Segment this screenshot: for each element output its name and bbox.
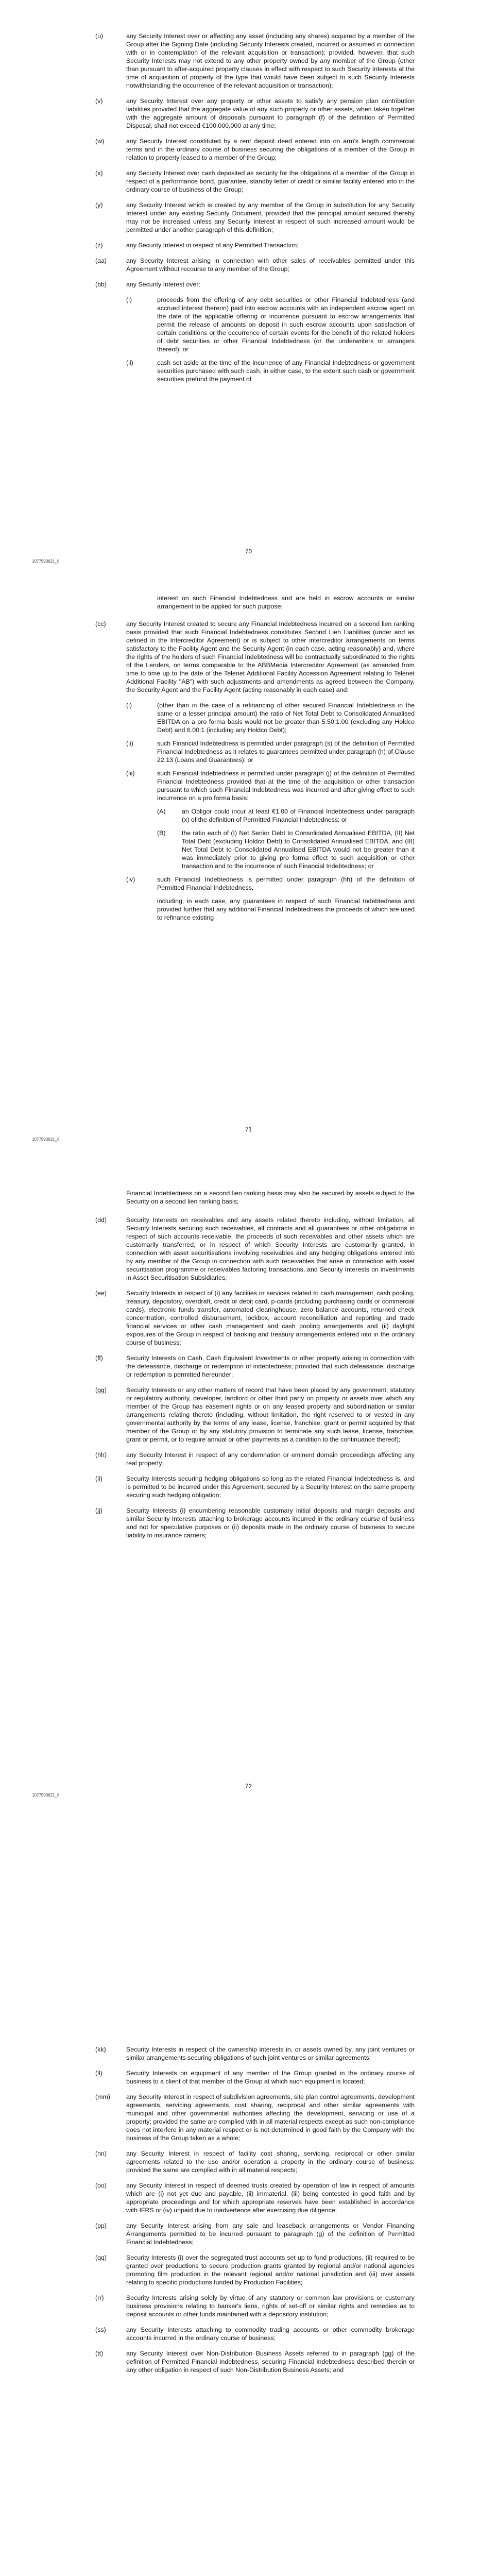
sub-subclause-label: (A): [157, 808, 166, 815]
clause-item: [95, 1451, 415, 1467]
subclause-item: [126, 739, 415, 764]
subclause-text: proceeds from the offering of any debt securities or other Financial Indebtedness (and accrued interest thereon) paid into escrow accounts with an independent escrow agent on the date of the applicable offering or incurrence pursuant to escrow arrangements that permit the release of amounts on deposit in such escrow accounts upon satisfaction of certain conditions or the occurrence of certain events for the benefit of the related holders of debt securities or other Financial Indebtedness (or the underwriters or arrangers thereof); or: [157, 296, 415, 353]
subclause-item: [126, 296, 415, 353]
subclause-text: (other than in the case of a refinancing of other secured Financial Indebtedness in the same or a lesser principal amount) the ratio of Net Total Debt to Consolidated Annualised EBITDA on a pro forma basis would not be greater than 5.50:1.00 (excluding any Holdco Debt) and 6.00:1 (including any Holdco Debt);: [157, 702, 415, 734]
clause-label: (cc): [95, 620, 106, 628]
clause-label: (kk): [95, 2046, 106, 2053]
clause-item: [95, 280, 415, 289]
clause-label: (pp): [95, 2222, 107, 2229]
clause-item: [95, 620, 415, 694]
clause-label: (qq): [95, 2254, 107, 2261]
clause-text: any Security Interest over:: [126, 281, 200, 288]
clause-item: [95, 2181, 415, 2214]
clause-item: [95, 137, 415, 162]
clause-item: [95, 2045, 415, 2062]
clause-item: [95, 2326, 415, 2342]
page-70: [0, 0, 497, 577]
subclause-text: such Financial Indebtedness is permitted under paragraph (hh) of the definition of Permitted Financial Indebtedness,: [157, 876, 415, 891]
page-72-content: [95, 1185, 415, 1547]
clause-label: (tt): [95, 2350, 104, 2357]
sub-subclause-text: an Obligor could incur at least €1.00 of Financial Indebtedness under paragraph (x) of the definition of Permitted Financial Indebtedness; or: [182, 808, 415, 823]
clause-text: Security Interests on Cash, Cash Equivalent Investments or other property arising in connection with the defeasance, discharge or redemption of indebtedness; provided that such defeasance, discharge or redemption is permitted hereunder;: [126, 1354, 415, 1378]
clause-label: (y): [95, 201, 103, 209]
clause-item: [95, 97, 415, 130]
subclause-text: cash set aside at the time of the incurrence of any Financial Indebtedness or government securities purchased with such cash, in either case, to the extent such cash or government securities prefund the payment of: [157, 359, 415, 383]
clause-label: (aa): [95, 257, 107, 264]
subclause-item: [126, 875, 415, 892]
clause-text: Security Interests in respect of the ownership interests in, or assets owned by, any joint ventures or similar arrangements securing obligations of such joint ventures or similar agreements;: [126, 2046, 415, 2061]
page-73-content: [95, 2045, 415, 2381]
page-72: [0, 1175, 497, 1814]
clause-item: [95, 201, 415, 234]
clause-text: Security Interests securing hedging obligations so long as the related Financial Indebtedness is, and is permitted to be incurred under this Agreement, secured by a Security Interest on the same property securing such hedging obligation;: [126, 1475, 415, 1499]
subclause-text: such Financial Indebtedness is permitted under paragraph (j) of the definition of Permitted Financial Indebtedness provided that at the time of the acquisition or other transaction pursuant to which such Financial Indebtedness was incurred and after giving effect to such incurrence on a pro forma basis:: [157, 770, 415, 802]
clause-text: any Security Interests attaching to commodity trading accounts or other commodity brokerage accounts incurred in the ordinary course of business;: [126, 2326, 415, 2342]
clause-item: [95, 32, 415, 90]
clause-text: Security Interests in respect of (i) any facilities or services related to cash management, cash pooling, treasury, depository, overdraft, credit or debit card, p-cards (including purchasing cards or commercial cards), electronic funds transfer, automated clearinghouse, zero balance accounts, returned check concentration, controlled disbursement, lockbox, account reconciliation and reporting and trade financial services or other cash management and cash pooling arrangements and (ii) daylight exposures of the Group in respect of banking and treasury arrangements entered into in the ordinary course of business;: [126, 1290, 415, 1346]
tail-paragraph: including, in each case, any guarantees in respect of such Financial Indebtedness and provided further that any additional Financial Indebtedness the proceeds of which are used to refinance existing: [157, 897, 415, 921]
clause-text: any Security Interest in respect of deemed trusts created by operation of law in respect of amounts which are (i) not yet due and payable, (ii) immaterial, (iii) being contested in good faith and by appropriate proceedings and for which appropriate reserves have been established in accordance with IFRS or (iv) unpaid due to inadvertence after exercising due diligence;: [126, 2182, 415, 2214]
clause-item: [95, 2222, 415, 2246]
clause-item: [95, 257, 415, 273]
clause-text: Security Interests on equipment of any member of the Group granted in the ordinary course of business to a client of that member of the Group at which such equipment is located;: [126, 2070, 415, 2085]
clause-item: [95, 1216, 415, 1282]
document-reference: 1077593621_6: [32, 559, 60, 564]
clause-text: any Security Interest over any property or other assets to satisfy any pension plan contribution liabilities provided that the aggregate value of any such property or other assets, when taken together with the aggregate amount of disposals pursuant to paragraph (f) of the definition of Permitted Disposal, shall not exceed €100,000,000 at any time;: [126, 97, 415, 129]
clause-text: any Security Interest over or affecting any asset (including any shares) acquired by a member of the Group after the Signing Date (including Security Interests created, incurred or assumed in connection with or in contemplation of the relevant acquisition or transaction); provided, however, that such Security Interests may not extend to any other property owned by any member of the Group (other than pursuant to after-acquired property clauses in effect with respect to such Security Interests at the time of acquisition of property of the type that would have been subject to such Security Interests notwithstanding the occurrence of the relevant acquisition or transaction);: [126, 32, 415, 89]
clause-label: (gg): [95, 1386, 107, 1394]
clause-label: (dd): [95, 1216, 107, 1224]
clause-label: (rr): [95, 2294, 104, 2301]
clause-text: any Security Interest in respect of subdivision agreements, site plan control agreements, development agreements, servicing agreements, cost sharing, reciprocal and other similar agreements with municipal and other governmental authorities affecting the development, servicing or use of a property; provided the same are complied with in all material respects except as such non-compliance does not interfere in any material respect or is not determined in good faith by the Company with the business of the Group taken as a whole;: [126, 2093, 415, 2142]
clause-label: (ff): [95, 1354, 103, 1362]
clause-label: (jj): [95, 1507, 102, 1514]
clause-item: [95, 2253, 415, 2286]
clause-text: Security Interests on receivables and any assets related thereto including, without limitation, all Security Interests securing such receivables, all contracts and all guarantees or other obligations in respect of such accounts receivable, the proceeds of such receivables and other assets which are customarily transferred, or in respect of which Security Interests are customarily granted, in connection with asset securitisations involving receivables and any hedging obligations entered into by any member of the Group in connection with such receivables that arise in connection with asset securitisation programme or receivables factoring transactions, and Security Interests on investments in Asset Securitisation Subsidiaries;: [126, 1216, 415, 1281]
clause-text: any Security Interest arising from any sale and leaseback arrangements or Vendor Financing Arrangements permitted to be incurred pursuant to paragraph (g) of the definition of Permitted Financial Indebtedness;: [126, 2222, 415, 2246]
clause-item: [95, 2069, 415, 2086]
clause-text: any Security Interest over cash deposited as security for the obligations of a member of the Group in respect of a performance bond, guarantee, standby letter of credit or similar facility entered into in the ordinary course of business of the Group;: [126, 170, 415, 193]
subclause-label: (ii): [126, 740, 133, 747]
continuation-paragraph: interest on such Financial Indebtedness and are held in escrow accounts or similar arrangement to be applied for such purpose;: [157, 595, 415, 610]
clause-label: (hh): [95, 1451, 107, 1459]
clause-item: [95, 2349, 415, 2374]
clause-label: (w): [95, 138, 105, 145]
subclause-text: such Financial Indebtedness is permitted under paragraph (s) of the definition of Permitted Financial Indebtedness as it relates to guarantees permitted under paragraph (h) of Clause 22.13 (Loans and Guarantees); or: [157, 740, 415, 764]
clause-label: (bb): [95, 281, 107, 288]
subclause-group: [126, 296, 415, 383]
clause-text: any Security Interest in respect of any Permitted Transaction;: [126, 242, 299, 249]
clause-item: [95, 169, 415, 194]
clause-item: [95, 1289, 415, 1347]
clause-item: [95, 241, 415, 249]
clause-text: any Security Interest over Non-Distribution Business Assets referred to in paragraph (gg) of the definition of Permitted Financial Indebtedness, securing Financial Indebtedness described therein or any other obligation in respect of such Non-Distribution Business Assets; and: [126, 2350, 415, 2374]
subclause-item: [126, 359, 415, 383]
clause-text: any Security Interest in respect of any condemnation or eminent domain proceedings affecting any real property;: [126, 1451, 415, 1467]
clause-item: [95, 2294, 415, 2318]
subclause-group: [126, 701, 415, 922]
clause-label: (ss): [95, 2326, 106, 2333]
clause-label: (ee): [95, 1290, 107, 1297]
sub-subclause-group: [157, 807, 415, 870]
clause-text: Security Interests (i) over the segregated trust accounts set up to fund productions, (ii) required to be granted over productions to secure production grants granted by regional and/or national agencies promoting film production in the relevant regional and/or national jurisdiction and (iii) over assets relating to specific productions funded by Production Facilities;: [126, 2254, 415, 2286]
subclause-label: (iv): [126, 876, 135, 883]
clause-text: any Security Interest created to secure any Financial Indebtedness incurred on a second lien ranking basis provided that such Financial Indebtedness constitutes Second Lien Liabilities (under and as defined in the Intercreditor Agreement) or is subject to other intercreditor arrangements on terms satisfactory to the Facility Agent and the Security Agent (in each case, acting reasonably) and, where the rights of the holders of such Financial Indebtedness will be contractually subordinated to the rights of the Lenders, on terms comparable to the ABBMedia Intercreditor Agreement (as amended from time to time up to the date of the Telenet Additional Facility Accession Agreement relating to Telenet Additional Facility "AB") with such adjustments and amendments as agreed between the Company, the Security Agent and the Facility Agent (acting reasonably in each case) and:: [126, 620, 415, 693]
clause-label: (x): [95, 170, 103, 177]
clause-label: (z): [95, 242, 103, 249]
clause-label: (nn): [95, 2150, 107, 2157]
clause-text: Security Interests (i) encumbering reasonable customary initial deposits and margin deposits and similar Security Interests attaching to brokerage accounts incurred in the ordinary course of business and not for speculative purposes or (ii) deposits made in the ordinary course of business to secure liability to insurance carriers;: [126, 1507, 415, 1539]
clause-text: any Security Interest arising in connection with other sales of receivables permitted under this Agreement without recourse to any member of the Group;: [126, 257, 415, 273]
document-reference: 1077593621_6: [32, 1137, 60, 1142]
sub-subclause-item: [157, 807, 415, 824]
clause-label: (ll): [95, 2070, 102, 2077]
page-71-content: [95, 590, 415, 927]
clause-item: [95, 1475, 415, 1499]
clause-text: any Security Interest constituted by a rent deposit deed entered into on arm's length commercial terms and in the ordinary course of business securing the obligations of a member of the Group in relation to property leased to a member of the Group;: [126, 138, 415, 161]
clause-label: (ii): [95, 1475, 102, 1482]
clause-item: [95, 1386, 415, 1444]
page-number: 71: [245, 1126, 252, 1133]
clause-item: [95, 1506, 415, 1539]
clause-text: any Security Interest in respect of facility cost sharing, servicing, reciprocal or other similar agreements related to the use and/or operation a property in the ordinary course of business; provided the same are complied with in all material respects;: [126, 2150, 415, 2174]
page-73: [0, 2040, 497, 2576]
sub-subclause-text: the ratio each of (I) Net Senior Debt to Consolidated Annualised EBITDA, (II) Net Total Debt (excluding Holdco Debt) to Consolidated Annualised EBITDA, and (III) Net Total Debt to Consolidated Annualised EBITDA would not be greater than it was immediately prior to giving pro forma effect to such acquisition or other transaction and to the incurrence of such Financial Indebtedness; or: [182, 829, 415, 870]
subclause-label: (i): [126, 296, 132, 303]
document-reference: 1077593621_6: [32, 1793, 60, 1798]
clause-label: (u): [95, 32, 104, 40]
sub-subclause-label: (B): [157, 829, 166, 837]
clause-item: [95, 2149, 415, 2174]
subclause-label: (ii): [126, 359, 133, 366]
sub-subclause-item: [157, 829, 415, 870]
clause-item: [95, 1354, 415, 1379]
page-70-content: [95, 32, 415, 388]
subclause-item: [126, 701, 415, 734]
clause-text: Security Interests or any other matters of record that have been placed by any government, statutory or regulatory authority, developer, landlord or other third party on property or assets over which any member of the Group has easement rights or on any leased property and subordination or similar arrangements relating thereto (including, without limitation, the right reserved to or vested in any governmental authority by the terms of any lease, license, franchise, grant or permit acquired by that member of the Group or by any statutory provision to terminate any such lease, license, franchise, grant or permit, or to require annual or other payments as a condition to the continuance thereof);: [126, 1386, 415, 1443]
clause-label: (v): [95, 97, 103, 105]
subclause-label: (iii): [126, 770, 135, 777]
clause-item: [95, 2093, 415, 2142]
clause-text: Security Interests arising solely by virtue of any statutory or common law provisions or customary business provisions relating to banker's liens, rights of set-off or similar rights and remedies as to deposit accounts or other funds maintained with a depository institution;: [126, 2294, 415, 2318]
subclause-item: [126, 769, 415, 802]
clause-label: (mm): [95, 2093, 110, 2100]
clause-text: any Security Interest which is created by any member of the Group in substitution for any Security Interest under any existing Security Document, provided that the principal amount secured thereby may not be increased unless any Security Interest in respect of such increased amount would be permitted under another paragraph of this definition;: [126, 201, 415, 233]
subclause-label: (i): [126, 702, 132, 709]
page-71: [0, 580, 497, 1151]
page-number: 70: [245, 548, 252, 555]
page-number: 72: [245, 1783, 252, 1790]
clause-label: (oo): [95, 2182, 107, 2189]
continuation-paragraph: Financial Indebtedness on a second lien ranking basis may also be secured by assets subject to the Security on a second lien ranking basis;: [126, 1190, 415, 1205]
